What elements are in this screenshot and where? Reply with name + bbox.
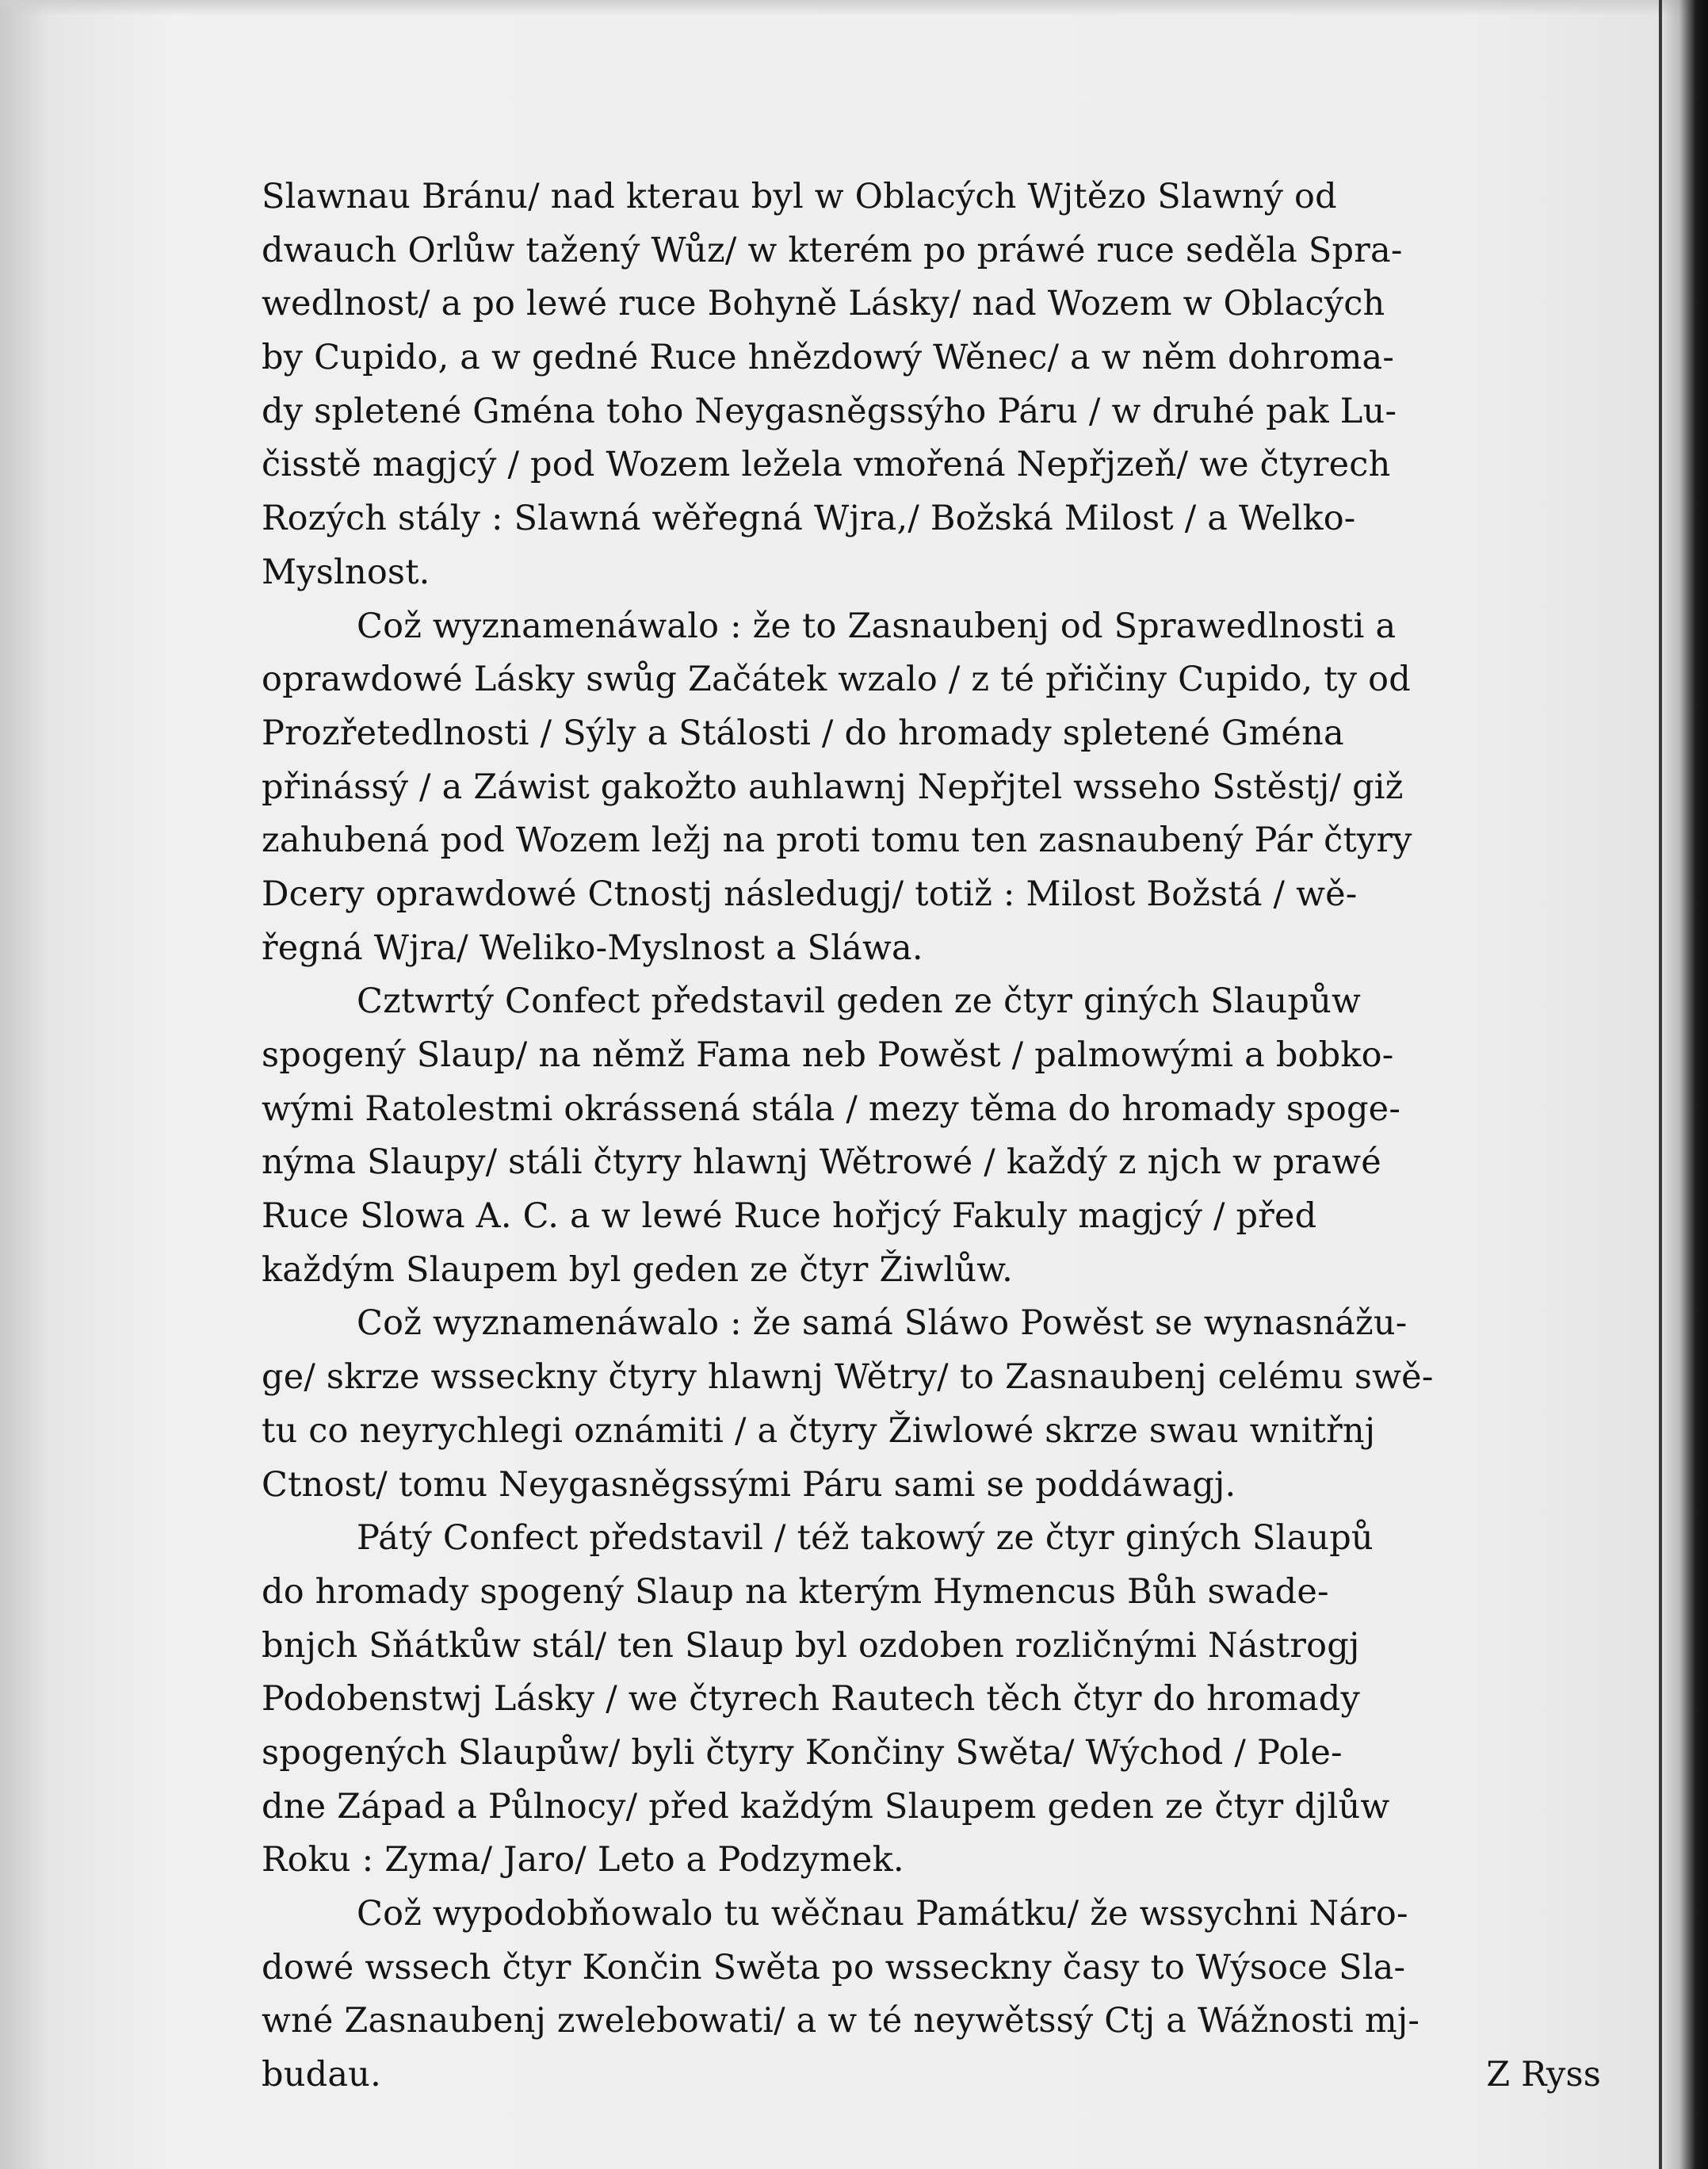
text-line: Dcery oprawdowé Ctnostj následugj/ totiž : Milost Božstá / wě‑: [262, 874, 1358, 914]
page-top-shadow: [0, 0, 1708, 16]
text-line: by Cupido, a w gedné Ruce hnězdowý Wěnec/ a w něm dohroma‑: [262, 338, 1395, 378]
body-text: [262, 170, 1609, 2102]
catchword: Z Ryss: [1486, 2055, 1601, 2095]
text-line: dowé wssech čtyr Končin Swěta po wsseckny časy to Wýsoce Sla‑: [262, 1947, 1406, 1987]
text-line: zahubená pod Wozem ležj na proti tomu ten zasnaubený Pár čtyry: [262, 821, 1412, 861]
paragraph-start-line: Pátý Confect představil / též takowý ze čtyr giných Slaupů: [357, 1518, 1374, 1559]
paragraph-start-line: Což wyznamenáwalo : že to Zasnaubenj od Sprawedlnosti a: [357, 606, 1397, 646]
text-line: oprawdowé Lásky swůg Začátek wzalo / z té přičiny Cupido, ty od: [262, 660, 1411, 700]
text-line: Roku : Zyma/ Jaro/ Leto a Podzymek.: [262, 1840, 904, 1880]
text-line: nýma Slaupy/ stáli čtyry hlawnj Wětrowé / každý z njch w prawé: [262, 1142, 1381, 1183]
text-line: spogených Slaupůw/ byli čtyry Končiny Swěta/ Wýchod / Pole‑: [262, 1732, 1343, 1773]
text-line: wými Ratolestmi okrássená stála / mezy těma do hromady spoge‑: [262, 1088, 1401, 1129]
text-line: Ruce Slowa A. C. a w lewé Ruce hořjcý Fakuly magjcý / před: [262, 1196, 1317, 1237]
paragraph-start-line: Což wyznamenáwalo : že samá Sláwo Powěst se wynasnážu‑: [357, 1303, 1408, 1344]
text-line: Rozých stály : Slawná wěřegná Wjra,/ Božská Milost / a Welko‑: [262, 499, 1356, 539]
text-line: tu co neyrychlegi oznámiti / a čtyry Žiwlowé skrze swau wnitřnj: [262, 1410, 1376, 1451]
text-line: Podobenstwj Lásky / we čtyrech Rautech těch čtyr do hromady: [262, 1679, 1360, 1720]
text-line: Myslnost.: [262, 552, 430, 592]
text-line: každým Slaupem byl geden ze čtyr Žiwlůw.: [262, 1249, 1014, 1290]
text-line: Prozřetedlnosti / Sýly a Stálosti / do hromady spletené Gména: [262, 713, 1344, 753]
text-line: řegná Wjra/ Weliko‑Myslnost a Sláwa.: [262, 928, 923, 968]
text-line: dwauch Orlůw tažený Wůz/ w kterém po práwé ruce seděla Spra‑: [262, 230, 1403, 270]
text-line: bnjch Sňátkůw stál/ ten Slaup byl ozdoben rozličnými Nástrogj: [262, 1625, 1360, 1666]
last-text-line: [262, 2048, 1609, 2102]
text-line: přinássý / a Záwist gakožto auhlawnj Nepřjtel wsseho Sstěstj/ giž: [262, 767, 1404, 807]
text-line: wedlnost/ a po lewé ruce Bohyně Lásky/ nad Wozem w Oblacých: [262, 284, 1385, 324]
paragraph-start-line: Cztwrtý Confect představil geden ze čtyr giných Slaupůw: [357, 981, 1362, 1022]
text-line: Slawnau Bránu/ nad kterau byl w Oblacých Wjtězo Slawný od: [262, 177, 1337, 216]
book-gutter-shadow: [1660, 0, 1708, 2169]
text-line: ge/ skrze wsseckny čtyry hlawnj Wětry/ to Zasnaubenj celému swě‑: [262, 1357, 1434, 1398]
text-line: wné Zasnaubenj zwelebowati/ a w té neywětssý Ctj a Wážnosti mj‑: [262, 2001, 1420, 2041]
last-line-text: budau.: [262, 2055, 381, 2095]
text-line: čisstě magjcý / pod Wozem ležela vmořená Nepřjzeň/ we čtyrech: [262, 445, 1391, 485]
text-line: do hromady spogený Slaup na kterým Hymencus Bůh swade‑: [262, 1571, 1329, 1612]
text-line: spogený Slaup/ na němž Fama neb Powěst / palmowými a bobko‑: [262, 1035, 1394, 1075]
text-line: dy spletené Gména toho Neygasněgssýho Páru / w druhé pak Lu‑: [262, 391, 1397, 431]
paragraph-start-line: Což wypodobňowalo tu wěčnau Památku/ že wssychni Náro‑: [357, 1894, 1408, 1934]
text-line: Ctnost/ tomu Neygasněgssými Páru sami se poddáwagj.: [262, 1464, 1236, 1505]
text-line: dne Západ a Půlnocy/ před každým Slaupem geden ze čtyr djlůw: [262, 1786, 1390, 1827]
